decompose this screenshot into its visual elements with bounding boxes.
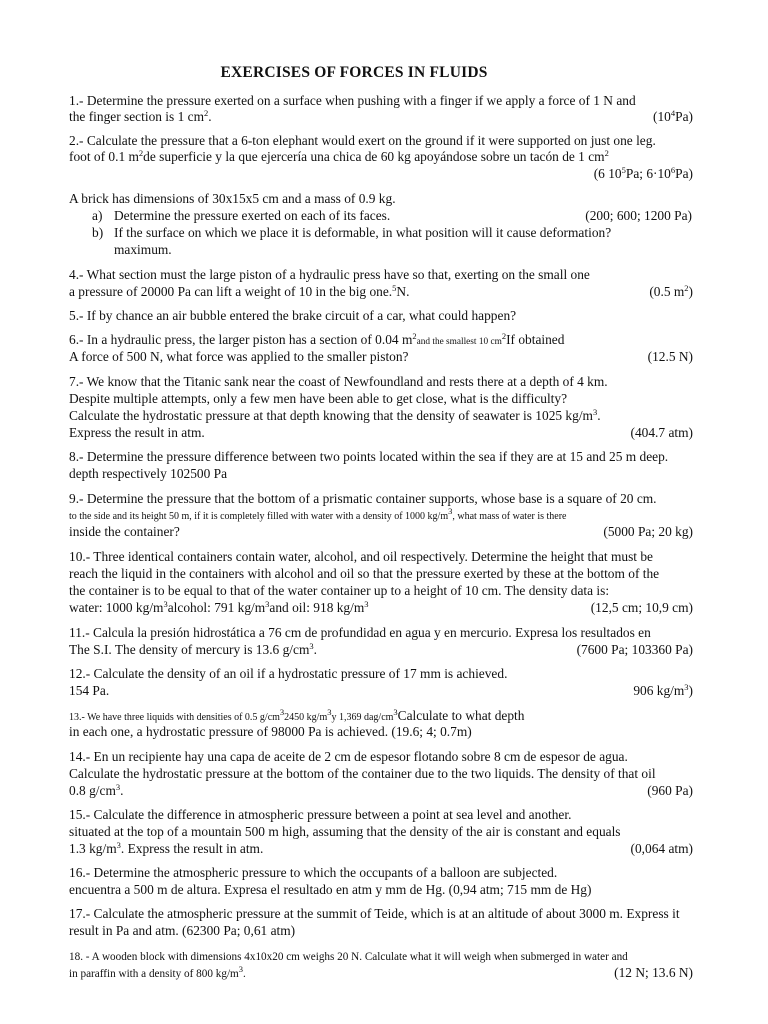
exercise-15-answer: (0,064 atm) bbox=[630, 841, 693, 856]
exercise-15-line-3: 1.3 $kg/m^3$. Express the result in atm. (0,064 atm) bbox=[69, 840, 693, 856]
exercise-9-line-3: inside the container? (5000 Pa; 20 kg) bbox=[69, 524, 693, 539]
exercise-16-line-2: encuentra a 500 m de altura. Expresa el resultado en atm y mm de Hg. (0,94 atm; 715 mm de Hg) bbox=[69, 882, 592, 897]
exercise-14-line-1: 14.- En un recipiente hay una capa de aceite de 2 cm de espesor flotando sobre 8 cm de espesor de agua. bbox=[69, 749, 628, 764]
exercise-9-line-1: 9.- Determine the pressure that the bottom of a prismatic container supports, whose base is a square of 20 cm. bbox=[69, 491, 657, 506]
exercise-16-line-1: 16.- Determine the atmospheric pressure to which the occupants of a balloon are subjected. bbox=[69, 865, 558, 880]
exercise-2-line-2: foot of 0.1 $m^2de$ superficie y la que ejercería una chica de 60 kg apoyándose sobre un tacón de 1 $cm^2$ bbox=[69, 148, 609, 164]
exercise-4-answer: (0.5 $m^2$) bbox=[649, 283, 693, 299]
exercise-3-part-a: a) Determine the pressure exerted on each of its faces. (200; 600; 1200 Pa) bbox=[92, 208, 692, 223]
exercise-18-line-1: 18. - A wooden block with dimensions 4x10x20 cm weighs 20 N. Calculate what it will weigh when submerged in water and bbox=[69, 951, 628, 963]
exercise-15-line-2: situated at the top of a mountain 500 m high, assuming that the density of the air is constant and equals bbox=[69, 824, 621, 839]
exercise-11-line-1: 11.- Calcula la presión hidrostática a 76 cm de profundidad en agua y en mercurio. Expresa los resultados en bbox=[69, 625, 651, 640]
exercise-14-line-3: 0.8 $g/cm^3$. (960 Pa) bbox=[69, 782, 693, 798]
exercise-10-line-3: the container is to be equal to that of the water container up to a height of 10 cm. The density data is: bbox=[69, 583, 610, 598]
exercise-8-line-1: 8.- Determine the pressure difference between two points located within the sea if they are at 15 and 25 m deep. bbox=[69, 449, 669, 464]
exercise-2-answer-line bbox=[69, 165, 693, 182]
exercise-17-line-2: result in Pa and atm. (62300 Pa; 0,61 atm) bbox=[69, 923, 296, 938]
exercise-3-part-b: b) If the surface on which we place it is deformable, in what position will it cause deformation? bbox=[92, 225, 612, 240]
exercise-6-answer: (12.5 N) bbox=[647, 349, 693, 364]
exercise-10-line-4: water: 1000 $kg/m^3alcohol$: 791 $kg/m^3and$ oil: 918 $kg/m^3$ (12,5 cm; 10,9 cm) bbox=[69, 599, 693, 615]
exercise-5-line-1: 5.- If by chance an air bubble entered the brake circuit of a car, what could happen? bbox=[69, 308, 517, 323]
exercise-10-answer: (12,5 cm; 10,9 cm) bbox=[590, 600, 693, 615]
exercise-7-line-3: Calculate the hydrostatic pressure at that depth knowing that the density of seawater is 1025 $kg/m^3$. bbox=[69, 407, 601, 423]
exercise-13-line-2: in each one, a hydrostatic pressure of 98000 Pa is achieved. (19.6; 4; 0.7m) bbox=[69, 724, 472, 739]
exercise-1-answer: $(10^4Pa)$ bbox=[653, 108, 693, 124]
exercise-4-line-1: 4.- What section must the large piston of a hydraulic press have so that, exerting on the small one bbox=[69, 267, 590, 282]
exercise-3-part-b-cont: maximum. bbox=[114, 242, 172, 257]
exercise-9-line-2: to the side and its height 50 m, if it is completely filled with water with a density of 1000 $kg/m^3$, what mass of water is there bbox=[69, 506, 567, 522]
exercise-2-line-1: 2.- Calculate the pressure that a 6-ton elephant would exert on the ground if it were supported on just one leg. bbox=[69, 133, 656, 148]
exercise-7-answer: (404.7 atm) bbox=[630, 425, 693, 440]
exercise-11-answer: (7600 Pa; 103360 Pa) bbox=[576, 642, 693, 657]
exercise-7-line-1: 7.- We know that the Titanic sank near the coast of Newfoundland and rests there at a depth of 4 km. bbox=[69, 374, 608, 389]
exercise-1-line-1: 1.- Determine the pressure exerted on a surface when pushing with a finger if we apply a force of 1 N and bbox=[69, 93, 636, 108]
exercise-4-line-2: a pressure of 20000 Pa can lift a weight of 10 in the big one.$^5$N. (0.5 $m^2$) bbox=[69, 283, 693, 300]
exercise-15-line-1: 15.- Calculate the difference in atmospheric pressure between a point at sea level and another. bbox=[69, 807, 572, 822]
exercise-7-line-2: Despite multiple attempts, only a few men have been able to get close, what is the difficulty? bbox=[69, 391, 568, 406]
exercise-13-line-1: 13.- We have three liquids with densities of 0.5 $g/cm^32450$ $kg/m^3y$ 1,369 dag/$cm^3Calculate$ to what depth bbox=[69, 707, 525, 723]
document-title: EXERCISES OF FORCES IN FLUIDS bbox=[220, 64, 488, 81]
exercise-14-answer: (960 Pa) bbox=[647, 783, 693, 798]
exercise-12-answer: 906 $kg/m^3$) bbox=[633, 682, 693, 698]
exercise-14-line-2: Calculate the hydrostatic pressure at the bottom of the container due to the two liquids. The density of that oil bbox=[69, 766, 656, 781]
exercise-6-line-1: 6.- In a hydraulic press, the larger piston has a section of 0.04 $m^2and$ the smallest 10 $cm^2If$ obtained bbox=[69, 331, 565, 347]
exercise-2-answer: (6 $10^5Pa$; $6\cdot 10^6Pa$) bbox=[593, 165, 693, 181]
exercise-12-line-2: 154 Pa. 906 $kg/m^3$) bbox=[69, 682, 693, 699]
exercise-9-answer: (5000 Pa; 20 kg) bbox=[603, 524, 693, 539]
exercise-10-line-1: 10.- Three identical containers contain water, alcohol, and oil respectively. Determine the height that must be bbox=[69, 549, 653, 564]
exercise-18-line-2: in paraffin with a density of 800 $kg/m^3$. (12 N; 13.6 N) bbox=[69, 964, 693, 980]
exercise-6-line-2: A force of 500 N, what force was applied to the smaller piston? (12.5 N) bbox=[69, 349, 693, 364]
exercise-11-line-2: The S.I. The density of mercury is 13.6 $g/cm^3$. (7600 Pa; 103360 Pa) bbox=[69, 641, 693, 657]
exercise-18-answer: (12 N; 13.6 N) bbox=[614, 965, 693, 980]
exercise-8-line-2: depth respectively 102500 Pa bbox=[69, 466, 228, 481]
exercise-7-line-4: Express the result in atm. (404.7 atm) bbox=[69, 425, 693, 440]
exercise-3a-answer: (200; 600; 1200 Pa) bbox=[585, 208, 692, 223]
exercise-3-line-1: A brick has dimensions of 30x15x5 cm and a mass of 0.9 kg. bbox=[69, 191, 396, 206]
exercise-12-line-1: 12.- Calculate the density of an oil if a hydrostatic pressure of 17 mm is achieved. bbox=[69, 666, 508, 681]
exercise-17-line-1: 17.- Calculate the atmospheric pressure at the summit of Teide, which is at an altitude of about 3000 m. Express it bbox=[69, 906, 680, 921]
exercise-10-line-2: reach the liquid in the containers with alcohol and oil so that the pressure exerted by these at the bottom of the bbox=[69, 566, 660, 581]
exercise-1-line-2: the finger section is 1 $cm^2$. $(10^4Pa)$ bbox=[69, 108, 693, 125]
